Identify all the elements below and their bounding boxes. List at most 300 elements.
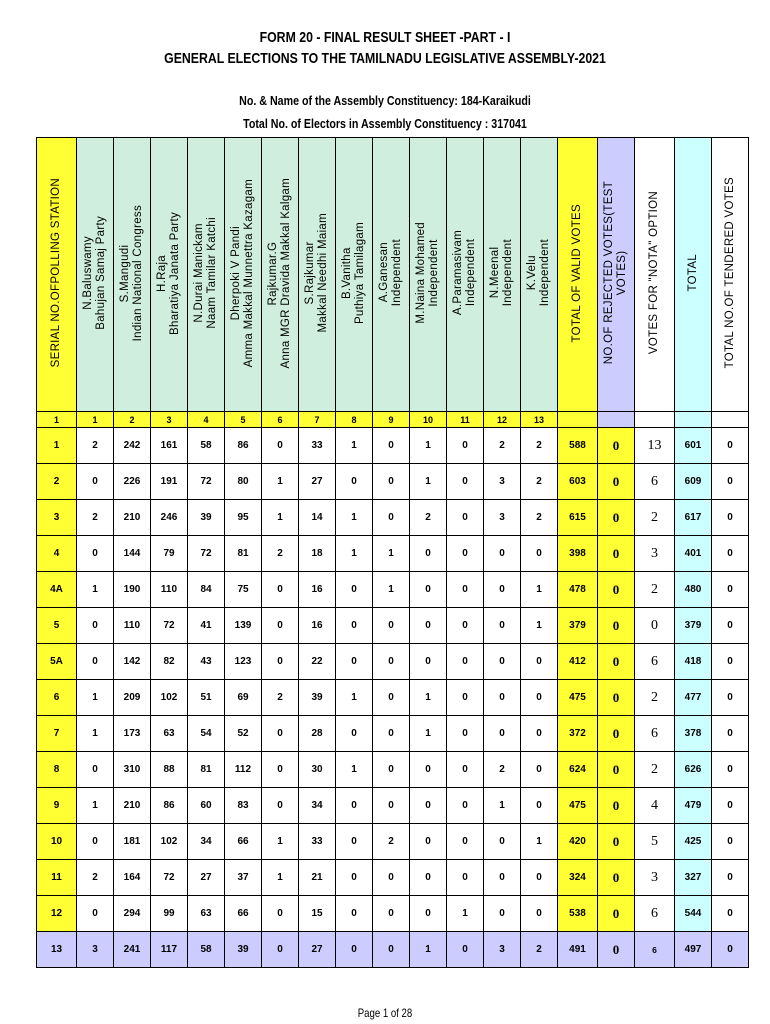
vote-cell: 0 <box>598 824 635 860</box>
column-header <box>77 138 114 412</box>
vote-cell: 60 <box>188 788 225 824</box>
vote-cell: 209 <box>114 680 151 716</box>
vote-cell: 0 <box>447 752 484 788</box>
vote-cell: 0 <box>521 788 558 824</box>
vote-cell: 0 <box>373 896 410 932</box>
polling-station-cell: 3 <box>37 500 77 536</box>
vote-cell: 418 <box>675 644 712 680</box>
column-title: N.Durai Manickam <box>193 223 205 323</box>
vote-cell: 2 <box>635 500 675 536</box>
vote-cell: 0 <box>410 644 447 680</box>
table-row <box>37 716 749 752</box>
column-subtitle: Puthiya Tamilagam <box>354 221 366 325</box>
table-row <box>37 932 749 968</box>
vote-cell: 0 <box>598 752 635 788</box>
column-title: N.Baluswamy <box>82 236 94 310</box>
vote-cell: 210 <box>114 788 151 824</box>
vote-cell: 324 <box>558 860 598 896</box>
column-title: NO.OF REJECTED VOTES(TEST <box>603 181 615 365</box>
column-header-text <box>50 178 63 367</box>
column-header-text <box>415 222 441 324</box>
vote-cell: 1 <box>410 932 447 968</box>
vote-cell: 0 <box>410 608 447 644</box>
vote-cell: 479 <box>675 788 712 824</box>
column-header <box>675 138 712 412</box>
vote-cell: 425 <box>675 824 712 860</box>
vote-cell: 0 <box>373 680 410 716</box>
index-cell <box>712 412 749 428</box>
index-cell: 1 <box>77 412 114 428</box>
vote-cell: 0 <box>521 896 558 932</box>
vote-cell: 0 <box>521 680 558 716</box>
vote-cell: 0 <box>262 896 299 932</box>
polling-station-cell: 4 <box>37 536 77 572</box>
vote-cell: 0 <box>598 536 635 572</box>
vote-cell: 1 <box>410 716 447 752</box>
vote-cell: 15 <box>299 896 336 932</box>
vote-cell: 164 <box>114 860 151 896</box>
vote-cell: 609 <box>675 464 712 500</box>
vote-cell: 1 <box>484 788 521 824</box>
column-header <box>635 138 675 412</box>
vote-cell: 1 <box>336 752 373 788</box>
index-cell: 8 <box>336 412 373 428</box>
vote-cell: 401 <box>675 536 712 572</box>
vote-cell: 1 <box>447 896 484 932</box>
vote-cell: 0 <box>484 572 521 608</box>
table-row <box>37 500 749 536</box>
vote-cell: 0 <box>712 932 749 968</box>
vote-cell: 0 <box>336 824 373 860</box>
vote-cell: 0 <box>712 464 749 500</box>
vote-cell: 0 <box>447 680 484 716</box>
index-cell: 7 <box>299 412 336 428</box>
vote-cell: 0 <box>262 788 299 824</box>
vote-cell: 81 <box>225 536 262 572</box>
vote-cell: 0 <box>447 824 484 860</box>
vote-cell: 2 <box>484 752 521 788</box>
vote-cell: 110 <box>114 608 151 644</box>
vote-cell: 0 <box>598 788 635 824</box>
vote-cell: 0 <box>598 896 635 932</box>
vote-cell: 0 <box>712 824 749 860</box>
vote-cell: 0 <box>521 716 558 752</box>
vote-cell: 2 <box>521 932 558 968</box>
vote-cell: 475 <box>558 680 598 716</box>
vote-cell: 0 <box>447 932 484 968</box>
vote-cell: 2 <box>262 536 299 572</box>
vote-cell: 0 <box>598 716 635 752</box>
index-cell: 5 <box>225 412 262 428</box>
vote-cell: 0 <box>712 716 749 752</box>
vote-cell: 82 <box>151 644 188 680</box>
vote-cell: 412 <box>558 644 598 680</box>
vote-cell: 0 <box>521 536 558 572</box>
vote-cell: 54 <box>188 716 225 752</box>
vote-cell: 0 <box>598 932 635 968</box>
vote-cell: 66 <box>225 824 262 860</box>
vote-cell: 0 <box>447 644 484 680</box>
vote-cell: 2 <box>77 428 114 464</box>
column-title: Dherpoki V Pandi <box>230 225 242 321</box>
vote-cell: 139 <box>225 608 262 644</box>
column-header <box>558 138 598 412</box>
vote-cell: 173 <box>114 716 151 752</box>
vote-cell: 0 <box>77 824 114 860</box>
vote-cell: 161 <box>151 428 188 464</box>
vote-cell: 601 <box>675 428 712 464</box>
vote-cell: 1 <box>262 824 299 860</box>
vote-cell: 144 <box>114 536 151 572</box>
vote-cell: 0 <box>410 860 447 896</box>
vote-cell: 1 <box>410 680 447 716</box>
polling-station-cell: 7 <box>37 716 77 752</box>
vote-cell: 72 <box>151 608 188 644</box>
column-subtitle: Indian National Congress <box>132 204 144 342</box>
vote-cell: 0 <box>712 572 749 608</box>
vote-cell: 327 <box>675 860 712 896</box>
polling-station-cell: 10 <box>37 824 77 860</box>
vote-cell: 0 <box>598 680 635 716</box>
vote-cell: 27 <box>188 860 225 896</box>
vote-cell: 0 <box>336 788 373 824</box>
polling-station-cell: 5A <box>37 644 77 680</box>
data-rows <box>37 428 749 968</box>
vote-cell: 210 <box>114 500 151 536</box>
vote-cell: 0 <box>336 896 373 932</box>
vote-cell: 0 <box>410 536 447 572</box>
vote-cell: 1 <box>336 680 373 716</box>
index-cell: 4 <box>188 412 225 428</box>
table-row <box>37 608 749 644</box>
vote-cell: 0 <box>484 824 521 860</box>
column-header <box>712 138 749 412</box>
vote-cell: 181 <box>114 824 151 860</box>
column-title: K.Velu <box>526 255 538 291</box>
vote-cell: 2 <box>484 428 521 464</box>
vote-cell: 63 <box>151 716 188 752</box>
vote-cell: 34 <box>188 824 225 860</box>
vote-cell: 0 <box>712 860 749 896</box>
vote-cell: 6 <box>635 932 675 968</box>
column-header <box>447 138 484 412</box>
vote-cell: 0 <box>598 860 635 896</box>
vote-cell: 72 <box>188 464 225 500</box>
vote-cell: 79 <box>151 536 188 572</box>
vote-cell: 0 <box>447 464 484 500</box>
vote-cell: 588 <box>558 428 598 464</box>
result-table <box>36 137 749 968</box>
vote-cell: 1 <box>77 680 114 716</box>
column-header-text <box>156 212 182 335</box>
vote-cell: 2 <box>77 860 114 896</box>
vote-cell: 0 <box>77 896 114 932</box>
vote-cell: 63 <box>188 896 225 932</box>
vote-cell: 75 <box>225 572 262 608</box>
column-header-text <box>230 179 256 367</box>
column-header <box>521 138 558 412</box>
vote-cell: 6 <box>635 464 675 500</box>
polling-station-cell: 6 <box>37 680 77 716</box>
vote-cell: 2 <box>635 680 675 716</box>
vote-cell: 6 <box>635 644 675 680</box>
vote-cell: 372 <box>558 716 598 752</box>
vote-cell: 626 <box>675 752 712 788</box>
vote-cell: 117 <box>151 932 188 968</box>
column-subtitle: Independent <box>539 239 551 307</box>
vote-cell: 86 <box>151 788 188 824</box>
column-subtitle: Independent <box>465 239 477 307</box>
vote-cell: 1 <box>262 464 299 500</box>
vote-cell: 191 <box>151 464 188 500</box>
column-title: Rajkumar.G <box>267 241 279 305</box>
vote-cell: 0 <box>77 608 114 644</box>
vote-cell: 28 <box>299 716 336 752</box>
table-row <box>37 428 749 464</box>
polling-station-cell: 11 <box>37 860 77 896</box>
column-header-text <box>378 239 404 306</box>
vote-cell: 0 <box>77 644 114 680</box>
polling-station-cell: 13 <box>37 932 77 968</box>
vote-cell: 0 <box>262 572 299 608</box>
column-header <box>151 138 188 412</box>
column-title: TOTAL <box>686 254 699 292</box>
vote-cell: 478 <box>558 572 598 608</box>
column-title: N.Meenal <box>489 247 501 299</box>
vote-cell: 544 <box>675 896 712 932</box>
vote-cell: 0 <box>484 716 521 752</box>
vote-cell: 0 <box>598 608 635 644</box>
table-row <box>37 680 749 716</box>
column-header <box>188 138 225 412</box>
column-header-text <box>571 204 584 343</box>
vote-cell: 102 <box>151 680 188 716</box>
vote-cell: 617 <box>675 500 712 536</box>
vote-cell: 66 <box>225 896 262 932</box>
vote-cell: 0 <box>712 500 749 536</box>
vote-cell: 226 <box>114 464 151 500</box>
vote-cell: 58 <box>188 428 225 464</box>
vote-cell: 310 <box>114 752 151 788</box>
vote-cell: 30 <box>299 752 336 788</box>
vote-cell: 3 <box>635 860 675 896</box>
vote-cell: 398 <box>558 536 598 572</box>
vote-cell: 0 <box>484 680 521 716</box>
index-cell <box>558 412 598 428</box>
vote-cell: 102 <box>151 824 188 860</box>
column-subtitle: Independent <box>391 239 403 307</box>
column-title: TOTAL NO.OF TENDERED VOTES <box>723 177 736 369</box>
vote-cell: 0 <box>598 500 635 536</box>
vote-cell: 39 <box>225 932 262 968</box>
vote-cell: 14 <box>299 500 336 536</box>
polling-station-cell: 1 <box>37 428 77 464</box>
vote-cell: 0 <box>373 644 410 680</box>
header-row <box>37 138 749 412</box>
vote-cell: 1 <box>262 860 299 896</box>
polling-station-cell: 5 <box>37 608 77 644</box>
vote-cell: 0 <box>262 428 299 464</box>
vote-cell: 34 <box>299 788 336 824</box>
column-header <box>373 138 410 412</box>
vote-cell: 3 <box>484 932 521 968</box>
vote-cell: 0 <box>521 860 558 896</box>
vote-cell: 0 <box>373 752 410 788</box>
table-row <box>37 860 749 896</box>
vote-cell: 0 <box>410 824 447 860</box>
vote-cell: 6 <box>635 896 675 932</box>
vote-cell: 2 <box>521 500 558 536</box>
vote-cell: 0 <box>598 644 635 680</box>
vote-cell: 1 <box>77 716 114 752</box>
vote-cell: 624 <box>558 752 598 788</box>
vote-cell: 0 <box>635 608 675 644</box>
vote-cell: 0 <box>373 500 410 536</box>
table-row <box>37 896 749 932</box>
vote-cell: 379 <box>675 608 712 644</box>
vote-cell: 0 <box>712 428 749 464</box>
column-subtitle: Makkal Needhi Maiam <box>317 213 329 333</box>
column-subtitle: Naam Tamilar Katchi <box>206 217 218 329</box>
index-cell: 12 <box>484 412 521 428</box>
polling-station-cell: 8 <box>37 752 77 788</box>
vote-cell: 83 <box>225 788 262 824</box>
vote-cell: 538 <box>558 896 598 932</box>
vote-cell: 0 <box>373 716 410 752</box>
vote-cell: 2 <box>373 824 410 860</box>
vote-cell: 0 <box>373 464 410 500</box>
vote-cell: 1 <box>336 536 373 572</box>
column-subtitle: Independent <box>428 239 440 307</box>
vote-cell: 6 <box>635 716 675 752</box>
column-subtitle: Amma Makkal Munnettra Kazagam <box>243 178 255 368</box>
vote-cell: 95 <box>225 500 262 536</box>
vote-cell: 242 <box>114 428 151 464</box>
vote-cell: 112 <box>225 752 262 788</box>
column-subtitle: Bahujan Samaj Party <box>95 216 107 330</box>
vote-cell: 0 <box>336 608 373 644</box>
vote-cell: 0 <box>712 536 749 572</box>
vote-cell: 241 <box>114 932 151 968</box>
vote-cell: 0 <box>447 788 484 824</box>
vote-cell: 0 <box>484 644 521 680</box>
vote-cell: 0 <box>712 752 749 788</box>
index-cell: 10 <box>410 412 447 428</box>
vote-cell: 3 <box>484 500 521 536</box>
vote-cell: 0 <box>712 680 749 716</box>
column-header <box>114 138 151 412</box>
index-row <box>37 412 749 428</box>
column-subtitle: Anna MGR Dravida Makkal Kalgam <box>280 177 292 369</box>
column-subtitle: VOTES) <box>616 250 628 296</box>
vote-cell: 0 <box>336 716 373 752</box>
index-cell: 3 <box>151 412 188 428</box>
vote-cell: 0 <box>598 572 635 608</box>
vote-cell: 1 <box>336 428 373 464</box>
vote-cell: 0 <box>410 752 447 788</box>
index-cell: 1 <box>37 412 77 428</box>
vote-cell: 39 <box>188 500 225 536</box>
vote-cell: 81 <box>188 752 225 788</box>
vote-cell: 0 <box>447 860 484 896</box>
vote-cell: 379 <box>558 608 598 644</box>
vote-cell: 0 <box>336 464 373 500</box>
vote-cell: 88 <box>151 752 188 788</box>
vote-cell: 33 <box>299 428 336 464</box>
vote-cell: 72 <box>188 536 225 572</box>
vote-cell: 27 <box>299 464 336 500</box>
vote-cell: 0 <box>410 788 447 824</box>
vote-cell: 491 <box>558 932 598 968</box>
vote-cell: 0 <box>262 752 299 788</box>
vote-cell: 1 <box>336 500 373 536</box>
column-header <box>37 138 77 412</box>
vote-cell: 142 <box>114 644 151 680</box>
column-title: S.Rajkumar <box>304 241 316 305</box>
column-header-text <box>526 239 552 306</box>
vote-cell: 1 <box>521 572 558 608</box>
table-row <box>37 644 749 680</box>
vote-cell: 18 <box>299 536 336 572</box>
vote-cell: 1 <box>262 500 299 536</box>
page-number: Page 1 of 28 <box>357 1006 413 1020</box>
vote-cell: 190 <box>114 572 151 608</box>
vote-cell: 0 <box>373 608 410 644</box>
vote-cell: 0 <box>598 464 635 500</box>
column-title: A.Paramasivam <box>452 230 464 316</box>
vote-cell: 0 <box>336 932 373 968</box>
vote-cell: 1 <box>77 572 114 608</box>
vote-cell: 0 <box>410 572 447 608</box>
vote-cell: 0 <box>373 788 410 824</box>
index-cell: 6 <box>262 412 299 428</box>
column-title: SERIAL NO.OFPOLLING STATION <box>50 178 62 368</box>
vote-cell: 0 <box>521 752 558 788</box>
vote-cell: 246 <box>151 500 188 536</box>
vote-cell: 0 <box>521 644 558 680</box>
vote-cell: 0 <box>447 428 484 464</box>
column-header-text <box>489 239 515 306</box>
constituency-name: No. & Name of the Assembly Constituency: 184-Karaikudi <box>239 93 531 108</box>
total-electors: Total No. of Electors in Assembly Constituency : 317041 <box>243 116 527 131</box>
column-title: TOTAL OF VALID VOTES <box>571 203 583 343</box>
vote-cell: 5 <box>635 824 675 860</box>
vote-cell: 27 <box>299 932 336 968</box>
vote-cell: 41 <box>188 608 225 644</box>
vote-cell: 475 <box>558 788 598 824</box>
vote-cell: 43 <box>188 644 225 680</box>
vote-cell: 0 <box>262 608 299 644</box>
vote-cell: 123 <box>225 644 262 680</box>
vote-cell: 0 <box>712 608 749 644</box>
vote-cell: 0 <box>484 608 521 644</box>
table-row <box>37 788 749 824</box>
index-cell: 9 <box>373 412 410 428</box>
column-title: B.Vanitha <box>341 247 353 299</box>
column-header-text <box>193 217 219 329</box>
vote-cell: 615 <box>558 500 598 536</box>
table-row <box>37 752 749 788</box>
vote-cell: 1 <box>373 572 410 608</box>
polling-station-cell: 2 <box>37 464 77 500</box>
vote-cell: 0 <box>447 536 484 572</box>
vote-cell: 13 <box>635 428 675 464</box>
vote-cell: 0 <box>336 644 373 680</box>
vote-cell: 1 <box>373 536 410 572</box>
vote-cell: 3 <box>635 536 675 572</box>
vote-cell: 0 <box>712 788 749 824</box>
vote-cell: 1 <box>521 608 558 644</box>
